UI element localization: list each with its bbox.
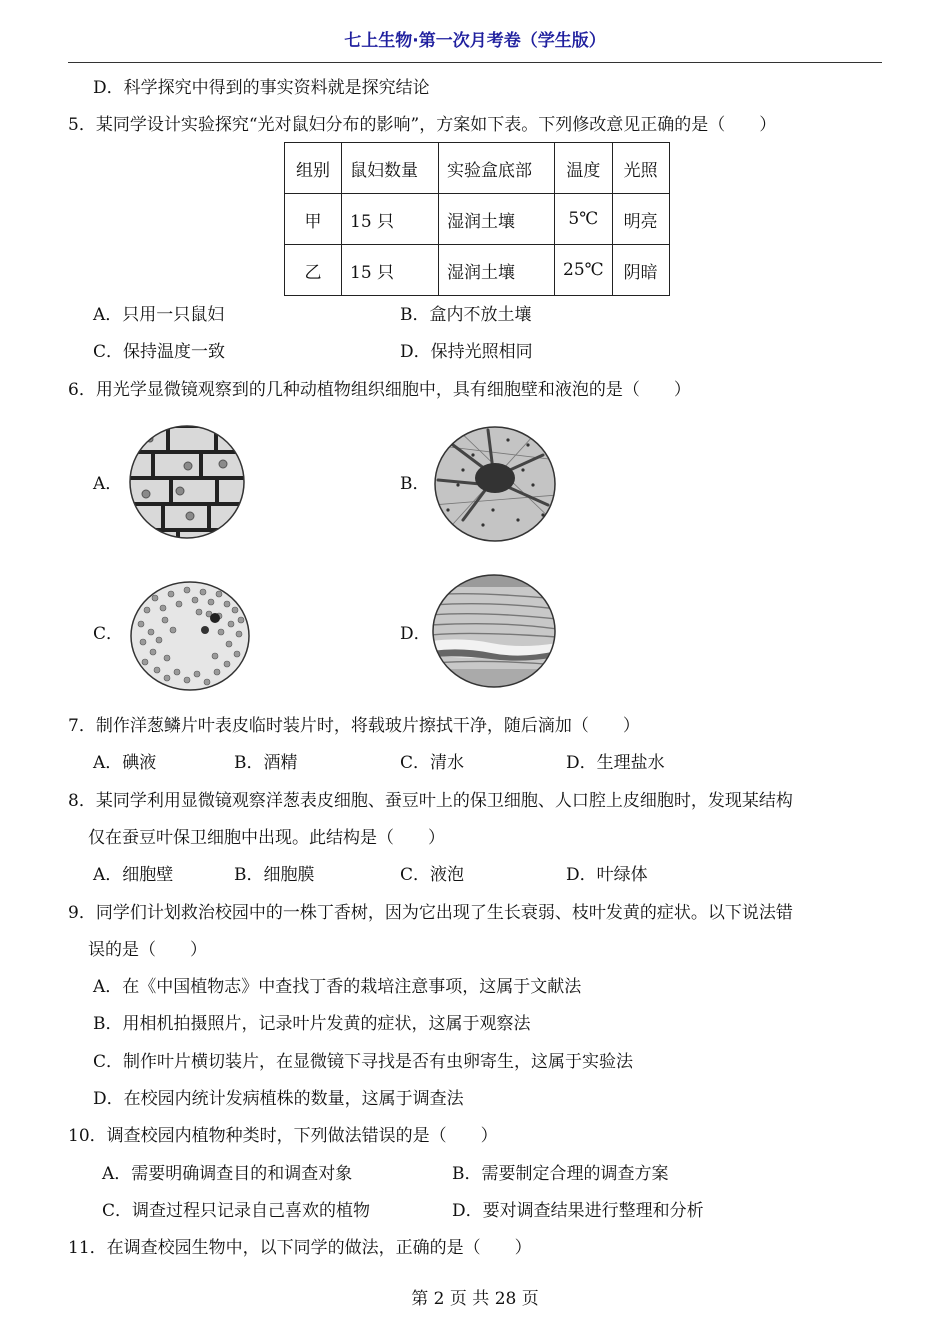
muscle-tissue-cells-image — [431, 573, 557, 689]
q8-stem-line2: 仅在蚕豆叶保卫细胞中出现。此结构是（ ） — [88, 828, 445, 848]
table-cell: 5℃ — [555, 194, 613, 245]
q5-option-d: D．保持光照相同 — [400, 342, 533, 362]
q11-stem: 11．在调查校园生物中，以下同学的做法，正确的是（ ） — [68, 1238, 532, 1258]
q9-option-a: A．在《中国植物志》中查找丁香的栽培注意事项，这属于文献法 — [93, 977, 582, 997]
q5-option-a: A．只用一只鼠妇 — [93, 305, 225, 325]
table-cell: 阴暗 — [612, 245, 669, 296]
q6-stem: 6．用光学显微镜观察到的几种动植物组织细胞中，具有细胞壁和液泡的是（ ） — [68, 380, 691, 400]
q8-option-a: A．细胞壁 — [93, 865, 174, 885]
q9-option-c: C．制作叶片横切装片，在显微镜下寻找是否有虫卵寄生，这属于实验法 — [93, 1052, 634, 1072]
page-footer: 第 2 页 共 28 页 — [411, 1289, 539, 1309]
q5-option-c: C．保持温度一致 — [93, 342, 226, 362]
q9-stem-line2: 误的是（ ） — [88, 940, 207, 960]
q6-label-d: D． — [400, 624, 431, 644]
q7-option-c: C．清水 — [400, 753, 465, 773]
table-row — [285, 245, 670, 296]
q5-option-b: B．盒内不放土壤 — [400, 305, 532, 325]
q8-stem-line1: 8．某同学利用显微镜观察洋葱表皮细胞、蚕豆叶上的保卫细胞、人口腔上皮细胞时，发现某结构 — [68, 791, 793, 811]
table-cell: 25℃ — [555, 245, 613, 296]
q8-option-b: B．细胞膜 — [234, 865, 315, 885]
q9-option-b: B．用相机拍摄照片，记录叶片发黄的症状，这属于观察法 — [93, 1014, 531, 1034]
table-cell: 湿润土壤 — [439, 194, 555, 245]
q10-option-c: C．调查过程只记录自己喜欢的植物 — [102, 1201, 371, 1221]
table-header-row — [285, 143, 670, 194]
table-cell: 湿润土壤 — [439, 245, 555, 296]
table-cell: 15 只 — [342, 194, 439, 245]
q7-option-d: D．生理盐水 — [566, 753, 665, 773]
header-divider — [68, 62, 882, 63]
q8-option-c: C．液泡 — [400, 865, 465, 885]
q9-stem-line1: 9．同学们计划救治校园中的一株丁香树，因为它出现了生长衰弱、枝叶发黄的症状。以下说法错 — [68, 903, 793, 923]
q10-option-a: A．需要明确调查目的和调查对象 — [102, 1164, 353, 1184]
q10-option-b: B．需要制定合理的调查方案 — [452, 1164, 669, 1184]
q10-stem: 10．调查校园内植物种类时，下列做法错误的是（ ） — [68, 1126, 498, 1146]
q8-option-d: D．叶绿体 — [566, 865, 648, 885]
q4-option-d: D．科学探究中得到的事实资料就是探究结论 — [93, 78, 430, 98]
table-cell: 乙 — [285, 245, 342, 296]
onion-epidermis-cells-image — [128, 424, 246, 540]
table-cell: 甲 — [285, 194, 342, 245]
page-header-title: 七上生物·第一次月考卷（学生版） — [344, 31, 606, 51]
q5-experiment-table — [284, 142, 670, 296]
q7-stem: 7．制作洋葱鳞片叶表皮临时装片时，将载玻片擦拭干净，随后滴加（ ） — [68, 716, 640, 736]
table-header-cell: 实验盒底部 — [439, 143, 555, 194]
q9-option-d: D．在校园内统计发病植株的数量，这属于调查法 — [93, 1089, 464, 1109]
q5-stem: 5．某同学设计实验探究“光对鼠妇分布的影响”，方案如下表。下列修改意见正确的是（ ） — [68, 115, 777, 135]
q7-option-b: B．酒精 — [234, 753, 298, 773]
q6-label-a: A． — [93, 474, 123, 494]
q6-label-c: C． — [93, 624, 124, 644]
q7-option-a: A．碘液 — [93, 753, 157, 773]
neuron-cell-image — [433, 425, 557, 543]
table-header-cell: 组别 — [285, 143, 342, 194]
blood-smear-cells-image — [129, 580, 251, 692]
table-row — [285, 194, 670, 245]
table-cell: 明亮 — [612, 194, 669, 245]
table-header-cell: 鼠妇数量 — [342, 143, 439, 194]
q10-option-d: D．要对调查结果进行整理和分析 — [452, 1201, 704, 1221]
q6-label-b: B． — [400, 474, 430, 494]
table-header-cell: 温度 — [555, 143, 613, 194]
table-cell: 15 只 — [342, 245, 439, 296]
table-header-cell: 光照 — [612, 143, 669, 194]
